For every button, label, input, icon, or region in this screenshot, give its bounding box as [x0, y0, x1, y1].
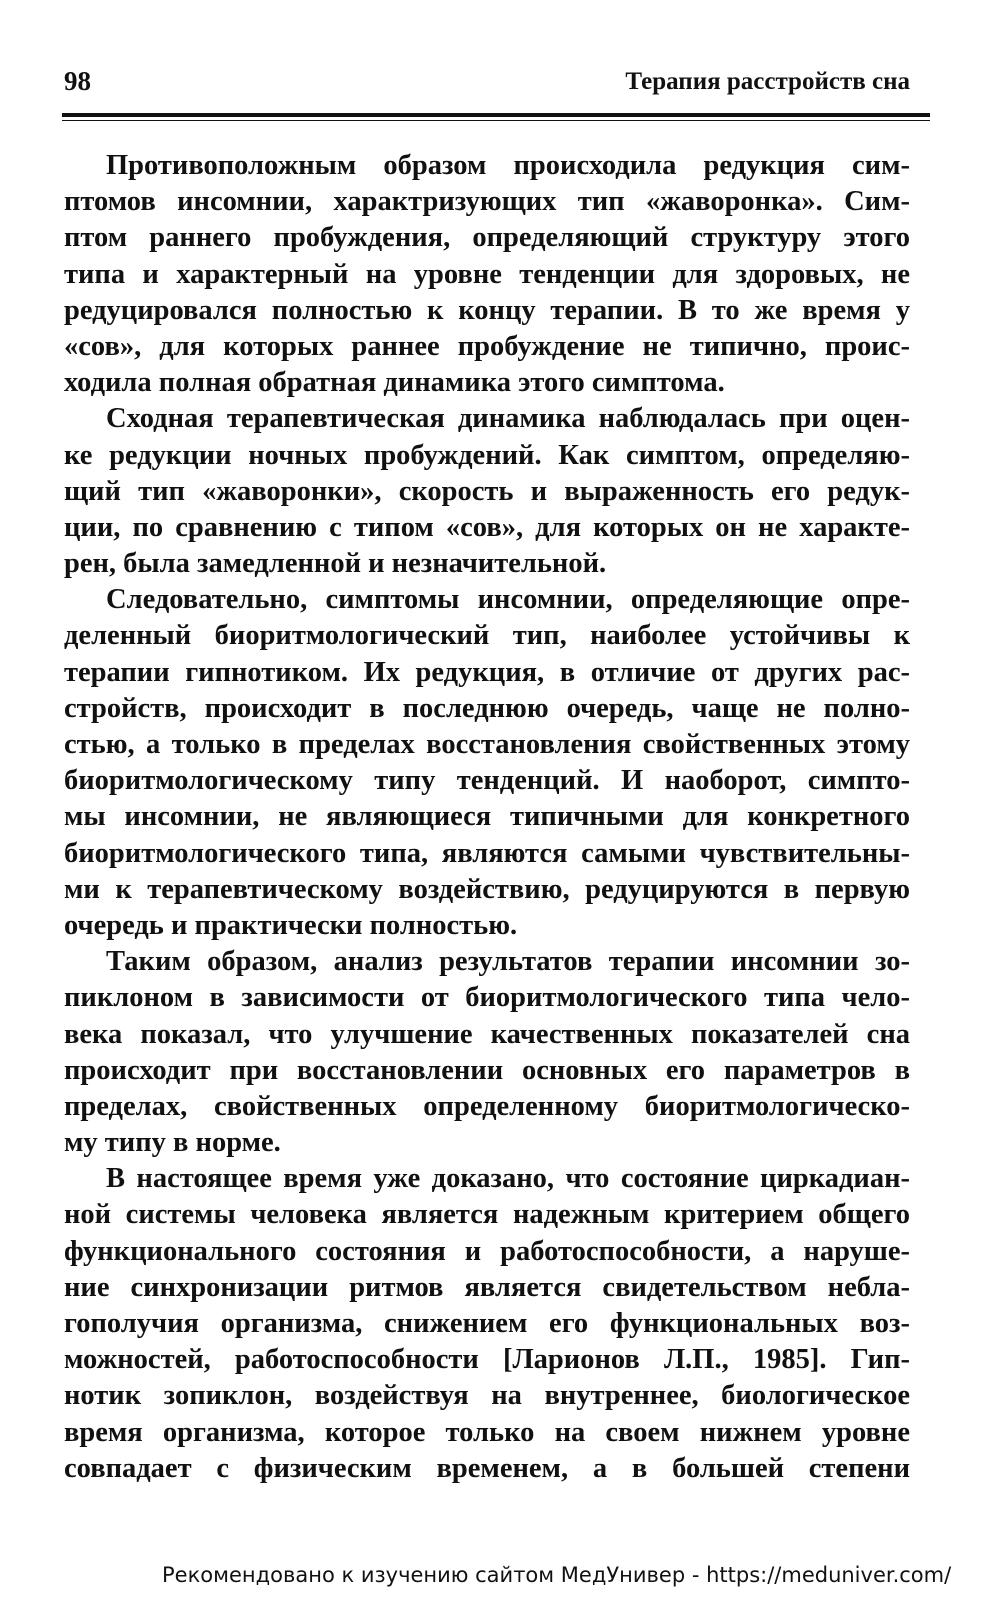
paragraph	[64, 401, 910, 582]
text-line: пределах, свойственных определенному биоритмологическо-	[64, 1090, 910, 1122]
running-title: Терапия расстройств сна	[625, 68, 910, 95]
text-line: ной системы человека является надежным критерием общего	[64, 1199, 910, 1231]
text-line: типа и характерный на уровне тенденции для здоровых, не	[64, 258, 910, 290]
text-line: редуцировался полностью к концу терапии. В то же время у	[64, 294, 910, 326]
text-line: пиклоном в зависимости от биоритмологического типа чело-	[64, 982, 910, 1014]
header-rule-thick	[62, 113, 930, 117]
text-line: ходила полная обратная динамика этого симптома.	[64, 367, 725, 399]
text-line: Следовательно, симптомы инсомнии, определяющие опре-	[106, 584, 910, 616]
source-recommendation-note: Рекомендовано к изучению сайтом МедУнивер - https://meduniver.com/	[162, 1563, 952, 1587]
text-line: терапии гипнотиком. Их редукция, в отличие от других рас-	[64, 656, 910, 688]
page-number: 98	[64, 66, 91, 96]
text-line: происходит при восстановлении основных его параметров в	[64, 1054, 910, 1086]
text-line: функционального состояния и работоспособности, а наруше-	[64, 1235, 910, 1267]
header-rule-thin	[62, 120, 930, 121]
text-line: совпадает с физическим временем, а в большей степени	[64, 1452, 910, 1484]
text-line: время организма, которое только на своем нижнем уровне	[64, 1416, 910, 1448]
text-line: птом раннего пробуждения, определяющий структуру этого	[64, 222, 910, 254]
text-line: можностей, работоспособности [Ларионов Л.П., 1985]. Гип-	[64, 1344, 910, 1376]
text-line: щий тип «жаворонки», скорость и выраженность его редук-	[64, 475, 910, 507]
text-line: Таким образом, анализ результатов терапии инсомнии зо-	[106, 946, 910, 978]
text-line: мы инсомнии, не являющиеся типичными для конкретного	[64, 801, 910, 833]
text-line: гополучия организма, снижением его функциональных воз-	[64, 1308, 910, 1339]
text-line: Сходная терапевтическая динамика наблюдалась при оцен-	[106, 403, 910, 435]
text-line: му типу в норме.	[64, 1127, 281, 1159]
text-line: Противоположным образом происходила редукция сим-	[106, 150, 910, 181]
text-line: нотик зопиклон, воздействуя на внутреннее, биологическое	[64, 1380, 910, 1412]
text-line: биоритмологическому типу тенденций. И наоборот, симпто-	[64, 765, 910, 797]
text-line: века показал, что улучшение качественных показателей сна	[64, 1018, 910, 1050]
body-text	[64, 148, 910, 1487]
text-line: стройств, происходит в последнюю очередь, чаще не полно-	[64, 692, 910, 724]
text-line: ции, по сравнению с типом «сов», для которых он не характе-	[64, 511, 910, 543]
text-line: ми к терапевтическому воздействию, редуцируются в первую	[64, 873, 910, 905]
text-line: стью, а только в пределах восстановления свойственных этому	[64, 729, 910, 760]
text-line: рен, была замедленной и незначительной.	[64, 548, 607, 580]
paragraph	[64, 148, 910, 401]
text-line: биоритмологического типа, являются самыми чувствительны-	[64, 837, 910, 869]
text-line: В настоящее время уже доказано, что состояние циркадиан-	[106, 1163, 910, 1195]
text-line: птомов инсомнии, характризующих тип «жаворонка». Сим-	[64, 186, 910, 218]
text-line: ние синхронизации ритмов является свидетельством небла-	[64, 1271, 910, 1303]
paragraph	[64, 944, 910, 1161]
text-line: «сов», для которых раннее пробуждение не типично, проис-	[64, 330, 910, 362]
text-line: ке редукции ночных пробуждений. Как симптом, определяю-	[64, 439, 910, 471]
paragraph	[64, 582, 910, 944]
text-line: очередь и практически полностью.	[64, 909, 518, 941]
paragraph	[64, 1161, 910, 1487]
text-line: деленный биоритмологический тип, наиболее устойчивы к	[64, 620, 910, 652]
